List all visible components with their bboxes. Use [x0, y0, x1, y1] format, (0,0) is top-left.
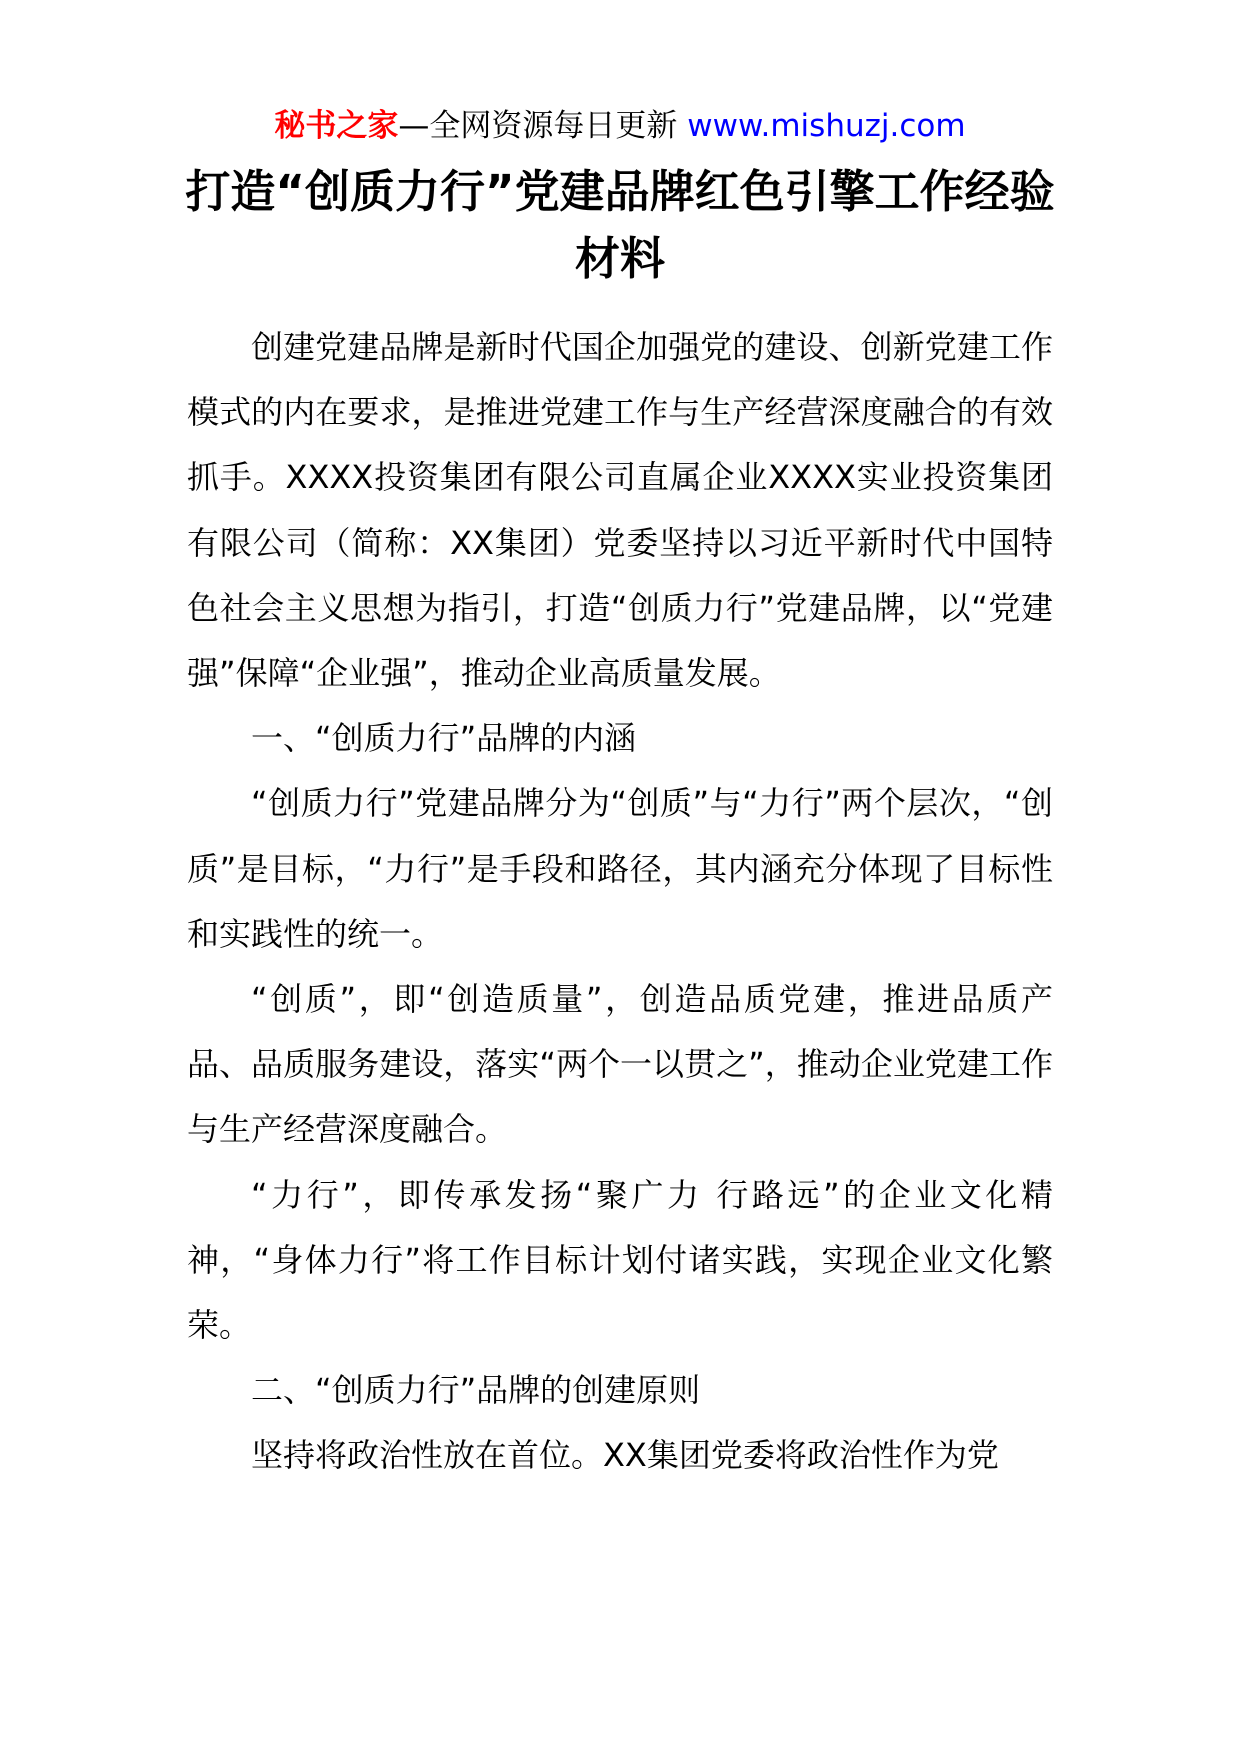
intro-paragraph: 创建党建品牌是新时代国企加强党的建设、创新党建工作模式的内在要求，是推进党建工作与生产经营深度融合的有效抓手。XXXX投资集团有限公司直属企业XXXX实业投资集团有限公司（简称：XX集团）党委坚持以习近平新时代中国特色社会主义思想为指引，打造“创质力行”党建品牌，以“党建强”保障“企业强”，推动企业高质量发展。 — [187, 328, 1053, 693]
site-banner — [0, 104, 1240, 148]
section-heading-1: 一、“创质力行”品牌的内涵 — [251, 719, 637, 758]
body-paragraph: “创质”，即“创造质量”，创造品质党建，推进品质产品、品质服务建设，落实“两个一以贯之”，推动企业党建工作与生产经营深度融合。 — [187, 980, 1053, 1149]
document-title: 打造“创质力行”党建品牌红色引擎工作经验材料 — [185, 165, 1055, 285]
site-name: 秘书之家 — [274, 108, 399, 144]
document-body — [187, 315, 1053, 1489]
site-slogan: —全网资源每日更新 — [398, 108, 688, 144]
body-paragraph: “创质力行”党建品牌分为“创质”与“力行”两个层次，“创质”是目标，“力行”是手段和路径，其内涵充分体现了目标性和实践性的统一。 — [187, 784, 1053, 953]
section-heading-2: 二、“创质力行”品牌的创建原则 — [251, 1371, 701, 1410]
body-paragraph: “力行”，即传承发扬“聚广力 行路远”的企业文化精神，“身体力行”将工作目标计划付诸实践，实现企业文化繁荣。 — [187, 1175, 1053, 1345]
body-paragraph: 坚持将政治性放在首位。XX集团党委将政治性作为党 — [251, 1436, 999, 1475]
site-url[interactable]: www.mishuzj.com — [687, 108, 966, 144]
